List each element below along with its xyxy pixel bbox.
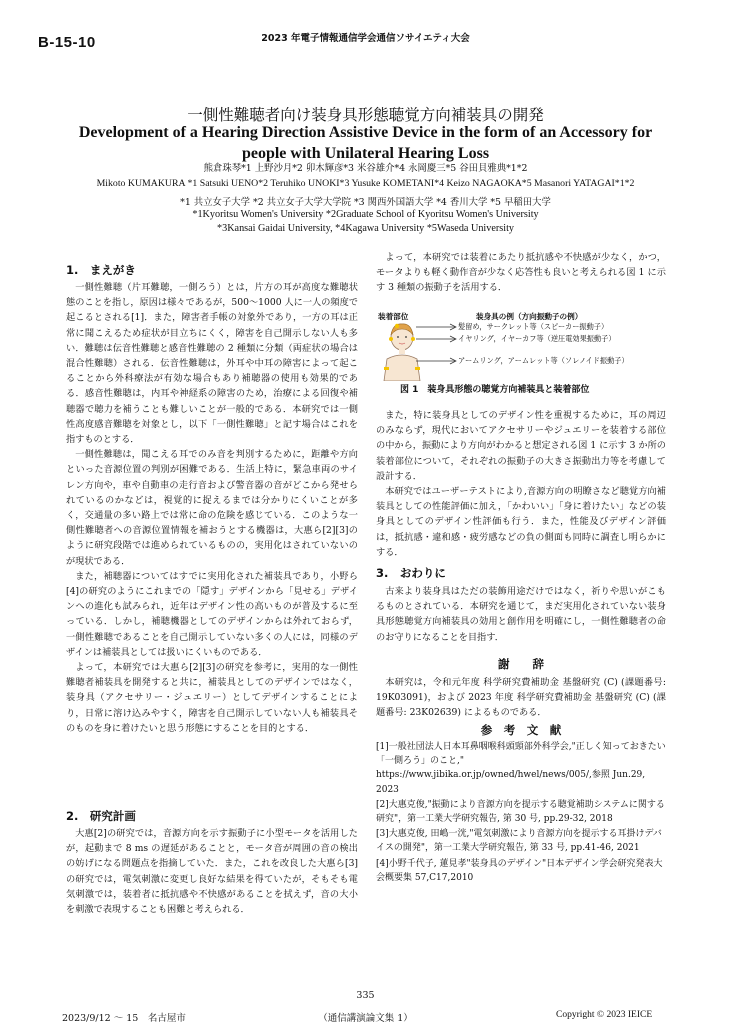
title-japanese: 一側性難聴者向け装身具形態聴覚方向補装具の開発: [187, 106, 544, 124]
section-2-text-3: また，特に装身具としてのデザイン性を重視するために，耳の周辺のみならず，現代においてアクセサリーやジュエリーを装着する部位の中から，振動により方向がわかると想定される図 1 に示す 3 か所の装着部位について，それぞれの振動子の大きさ振動出力等を考慮して設計する．: [376, 410, 666, 482]
reference-item: [4]小野千代子, 蓮見孝"装身具のデザイン"日本デザイン学会研究発表大会概要集 57,C17,2010: [376, 858, 663, 883]
affiliations-english-2: *3Kansai Gaidai University, *4Kagawa University *5Waseda University: [217, 223, 514, 234]
page-number: 335: [356, 990, 375, 1001]
reference-item: [1]一般社団法人日本耳鼻咽喉科頭頸部外科学会,"正しく知っておきたい「一側ろう」のこと," https://www.jibika.or.jp/owned/hwel/news/005/,参照 Jun.29, 2023: [376, 742, 666, 795]
section-1-paragraph-1: 一側性難聴（片耳難聴，一側ろう）とは，片方の耳が高度な難聴状態のことを指し，原因は様々であるが，500～1000 人に一人の頻度で起こるとされる[1]．また，障害者手帳の対象外であり，一方の耳は正常に聞こえるため症状が目立ちにくく，障害を自己開示しない人も多い．難聴は伝音性難聴と感音性難聴の 2 種類に分類（両症状の場合は混合性難聴）される．伝音性難聴は，外耳や中耳の障害によって起こることから外科療法が有効な場合もあり補聴器の使用も効果的である．感音性難聴は，内耳や神経系の障害のため，治療による回復や補聴器で聴力を補うことも難しいことが一般的である．本研究では一側性高度感音難聴を対象とし，以下「一側性難聴」と記す場合はこれを指すものとする．: [66, 282, 358, 446]
section-2-paragraph-2: [376, 250, 666, 296]
section-2-text-2: よって，本研究では装着にあたり抵抗感や不快感が少なく，かつ，モータよりも軽く動作音が少なく応答性も良いと考えられる図 1 に示す 3 種類の振動子を活用する．: [376, 252, 666, 294]
footer-proceedings: （通信講演論文集 1）: [318, 1013, 413, 1024]
affiliations-english-1: *1Kyoritsu Women's University *2Graduate School of Kyoritsu Women's University: [192, 209, 539, 220]
conference-name: 2023 年電子情報通信学会通信ソサイエティ大会: [261, 33, 470, 44]
section-1-paragraph-2: 一側性難聴は，聞こえる耳でのみ音を判別するために，距離や方向といった音源位置の判別が困難である．生活上特に，緊急車両のサイレン方向や，車や自動車の走行音および警音器の音がどこから発せられているのかなどは，視覚的に捉えるまでは分かりにくいことが多く，交通量の多い路上では常に命の危険を感じている．このような一側性難聴者への音源位置情報を補おうとする機器は，大惠ら[2][3]のように研究段階では進められているものの，実用化はされていないのが現状である．: [66, 449, 358, 567]
authors-japanese: 熊倉珠琴*1 上野沙月*2 卯木輝彦*3 米谷雄介*4 永岡慶三*5 谷田貝雅典*1*2: [203, 163, 528, 174]
section-3-text: 古来より装身具はただの装飾用途だけではなく，祈りや思いがこもるものとされている．本研究を通じて，まだ実用化されていない装身具形態聴覚方向補装具の効用と創作用を明確にし，一側性難聴者の命のお守りになることを目指す．: [376, 586, 666, 643]
section-2-text-4: 本研究ではユーザーテストにより,音源方向の明瞭さなど聴覚方向補装具としての性能評価に加え，「かわいい」「身に着けたい」などの装身具としてのデザイン性評価も行う．また，性能及びデザイン評価は，抵抗感・違和感・疲労感などの負の側面も同時に調査し明らかにする．: [376, 486, 666, 558]
section-1-paragraph-4: よって，本研究では大惠ら[2][3]の研究を参考に，実用的な一側性難聴者補装具を開発すると共に，補装具としてのデザインではなく，装身具（アクセサリー・ジュエリー）としてデザインすることにより，日常に溶け込みやすく，障害を自己開示していない人も補装具そのものを身に着けたいと思う形態にすることを目的とする．: [66, 662, 358, 734]
acknowledgement-paragraph: [376, 675, 666, 721]
authors-english: Mikoto KUMAKURA *1 Satsuki UENO*2 Teruhiko UNOKI*3 Yusuke KOMETANI*4 Keizo NAGAOKA*5 Masanori YATAGAI*1*2: [96, 178, 635, 189]
figure-1-caption: 図 1 装身具形態の聴覚方向補装具と装着部位: [400, 385, 590, 395]
acknowledgement-heading: 謝 辞: [498, 657, 544, 671]
references-list: [376, 740, 666, 886]
section-2-paragraphs-3-4: [376, 408, 666, 560]
figure-item-arm: アームリング，アームレット等（ソレノイド振動子）: [458, 356, 629, 365]
left-column: [66, 280, 358, 736]
section-2-heading: 2. 研究計画: [66, 809, 136, 823]
footer-date-place: 2023/9/12 ～ 15 名古屋市: [62, 1013, 186, 1024]
title-english: Development of a Hearing Direction Assistive Device in the form of an Accessory for people with Unilateral Hearing Loss: [78, 124, 653, 162]
section-3-paragraph: [376, 584, 666, 645]
reference-item: [2]大惠克俊,"振動により音源方向を提示する聴覚補助システムに関する研究"，第一工業大学研究報告, 第 30 号, pp.29-32, 2018: [376, 799, 665, 825]
figure-item-ear: イヤリング，イヤーカフ等（逆圧電効果振動子）: [458, 334, 616, 343]
figure-item-hair: 髪留め，サークレット等（スピーカー振動子）: [458, 322, 609, 331]
footer-copyright: Copyright © 2023 IEICE: [556, 1010, 653, 1020]
paper-code: B-15-10: [38, 34, 96, 51]
section-2-paragraph-1: [66, 826, 358, 917]
affiliations-japanese: *1 共立女子大学 *2 共立女子大学大学院 *3 関西外国語大学 *4 香川大学 *5 早稲田大学: [180, 197, 551, 208]
figure-header-example: 装身具の例（方向振動子の例）: [476, 312, 583, 321]
section-2-text-1: 大惠[2]の研究では，音源方向を示す振動子に小型モータを活用したが，起動まで 8 ms の遅延があることと，モータ音が周囲の音の検出の妨げになる問題点を指摘していた．また，これを改良した大惠ら[3]の研究では，電気刺激に変更し良好な結果を得ていたが，そもそも電気刺激では，装着者に抵抗感や不快感があることを拭えず，音の大小を刺激で表現することも困難と考えられる．: [66, 828, 358, 916]
acknowledgement-text: 本研究は，令和元年度 科学研究費補助金 基盤研究 (C) (課題番号: 19K03091)，および 2023 年度 科学研究費補助金 基盤研究 (C) (課題番号: 23K02639) によるものである．: [376, 677, 666, 719]
section-1-heading: 1. まえがき: [66, 263, 136, 277]
figure-header-part: 装着部位: [378, 312, 409, 321]
section-1-paragraph-3: また，補聴器についてはすでに実用化された補装具であり，小野ら[4]の研究のようにこれまでの「隠す」デザインから「見せる」デザインへの進化も試みられ，近年はデザイン性の高いものが普及するに至っている．しかし，補聴機器としてのデザインからは外れておらず，一側性難聴であることを自己開示していない多くの人には，同様のデザインは補装具としては扱いにくいものである．: [66, 570, 358, 658]
references-heading: 参 考 文 献: [480, 723, 562, 737]
reference-item: [3]大惠克俊, 田嶋一洸,"電気刺激により音源方向を提示する耳掛けデバイスの開発"，第一工業大学研究報告, 第 33 号, pp.41-46, 2021: [376, 829, 662, 854]
section-3-heading: 3. おわりに: [376, 566, 446, 580]
